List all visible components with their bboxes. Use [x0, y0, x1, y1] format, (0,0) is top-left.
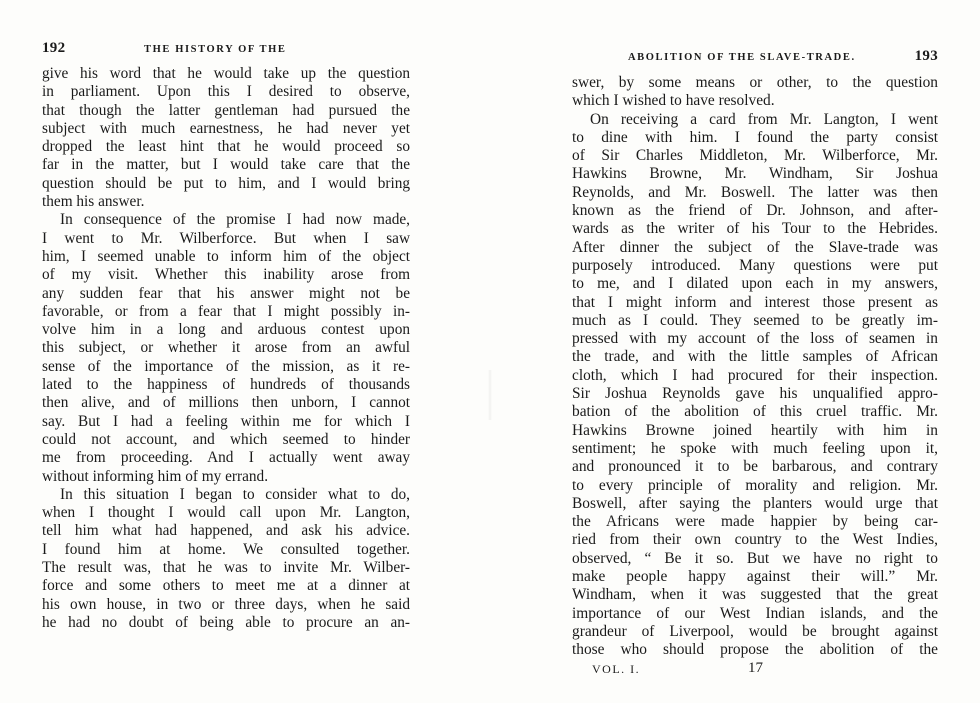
text-line: dropped the least hint that he would proceed so	[42, 138, 410, 156]
text-line: of Sir Charles Middleton, Mr. Wilberforce, Mr.	[572, 147, 938, 165]
right-body-text	[572, 74, 938, 660]
text-line: favorable, or from a fear that I might possibly in-	[42, 302, 410, 320]
text-line: purposely introduced. Many questions were put	[572, 256, 938, 274]
text-line: give his word that he would take up the question	[42, 65, 410, 82]
text-line: make people happy against their will.” Mr.	[572, 568, 938, 586]
gathering-signature: 17	[748, 659, 763, 676]
text-line: Sir Joshua Reynolds gave his unqualified appro-	[572, 385, 938, 403]
text-line: swer, by some means or other, to the question	[572, 74, 938, 91]
text-line: I found him at home. We consulted together.	[42, 540, 410, 558]
text-line: importance of our West Indian islands, and the	[572, 604, 938, 622]
text-line: without informing him of my errand.	[42, 467, 269, 485]
left-page	[42, 38, 410, 632]
text-line: his own house, in two or three days, when he said	[42, 595, 410, 613]
text-line: volve him in a long and arduous contest upon	[42, 321, 410, 339]
text-line: bation of the abolition of this cruel traffic. Mr.	[572, 403, 938, 421]
text-line: tell him what had happened, and ask his advice.	[42, 522, 410, 540]
text-line: any sudden fear that his answer might not be	[42, 284, 410, 302]
text-line: On receiving a card from Mr. Langton, I went	[590, 110, 938, 128]
text-line: ried from their own country to the West Indies,	[572, 531, 938, 549]
text-line: much as I could. They seemed to be greatly im-	[572, 311, 938, 329]
left-running-head	[42, 38, 410, 65]
text-line: in parliament. Upon this I desired to observe,	[42, 83, 410, 101]
text-line: that though the latter gentleman had pursued the	[42, 101, 410, 119]
text-line: Reynolds, and Mr. Boswell. The latter was then	[572, 183, 938, 201]
text-line: to me, and I dilated upon each in my answers,	[572, 275, 938, 293]
text-line: far in the matter, but I would take care that the	[42, 156, 410, 174]
text-line: pressed with my account of the loss of seamen in	[572, 330, 938, 348]
text-line: them his answer.	[42, 193, 145, 211]
right-page	[572, 46, 938, 679]
signature-line	[572, 661, 938, 679]
text-line: say. But I had a feeling within me for which I	[42, 412, 410, 430]
text-line: cloth, which I had procured for their inspection.	[572, 366, 938, 384]
text-line: I went to Mr. Wilberforce. But when I saw	[42, 229, 410, 247]
gutter-mark	[488, 370, 492, 420]
text-line: Boswell, after saying the planters would urge that	[572, 494, 938, 512]
right-running-title: ABOLITION OF THE SLAVE-TRADE.	[628, 52, 856, 63]
text-line: that I might inform and interest those present as	[572, 293, 938, 311]
volume-signature: VOL. I.	[592, 661, 641, 676]
text-line: the Africans were made happier by being car-	[572, 513, 938, 531]
text-line: In consequence of the promise I had now made,	[60, 211, 410, 229]
text-line: wards as the writer of his Tour to the Hebrides.	[572, 220, 938, 238]
text-line: force and some others to meet me at a dinner at	[42, 577, 410, 595]
text-line: subject with much earnestness, he had never yet	[42, 119, 410, 137]
text-line: then alive, and of millions then unborn, I cannot	[42, 394, 410, 412]
right-running-head	[572, 46, 938, 74]
left-running-title: THE HISTORY OF THE	[144, 44, 287, 55]
text-line: After dinner the subject of the Slave-trade was	[572, 238, 938, 256]
text-line: to every principle of morality and religion. Mr.	[572, 476, 938, 494]
text-line: this subject, or whether it arose from an awful	[42, 339, 410, 357]
text-line: him, I seemed unable to inform him of the object	[42, 247, 410, 265]
text-line: observed, “ Be it so. But we have no right to	[572, 549, 938, 567]
text-line: The result was, that he was to invite Mr. Wilber-	[42, 559, 410, 577]
text-line: lated to the happiness of hundreds of thousands	[42, 376, 410, 394]
text-line: Hawkins Browne joined heartily with him in	[572, 421, 938, 439]
right-page-number: 193	[914, 48, 938, 64]
text-line: and pronounced it to be barbarous, and contrary	[572, 458, 938, 476]
text-line: sentiment; he spoke with much feeling upon it,	[572, 439, 938, 457]
text-line: he had no doubt of being able to procure an an-	[42, 613, 410, 631]
text-line: question should be put to him, and I would bring	[42, 174, 410, 192]
text-line: sense of the importance of the mission, as it re-	[42, 357, 410, 375]
text-line: to dine with him. I found the party consist	[572, 128, 938, 146]
left-body-text	[42, 65, 410, 632]
text-line: me from proceeding. And I actually went away	[42, 449, 410, 467]
text-line: In this situation I began to consider what to do,	[60, 485, 410, 503]
text-line: could not account, and which seemed to hinder	[42, 430, 410, 448]
text-line: when I thought I would call upon Mr. Langton,	[42, 504, 410, 522]
text-line: of my visit. Whether this inability arose from	[42, 266, 410, 284]
text-line: Hawkins Browne, Mr. Windham, Sir Joshua	[572, 165, 938, 183]
left-page-number: 192	[42, 40, 66, 56]
text-line: the trade, and with the little samples of African	[572, 348, 938, 366]
text-line: those who should propose the abolition of the	[572, 641, 938, 659]
text-line: Windham, when it was suggested that the great	[572, 586, 938, 604]
text-line: grandeur of Liverpool, would be brought against	[572, 622, 938, 640]
text-line: which I wished to have resolved.	[572, 92, 775, 110]
text-line: known as the friend of Dr. Johnson, and after-	[572, 202, 938, 220]
